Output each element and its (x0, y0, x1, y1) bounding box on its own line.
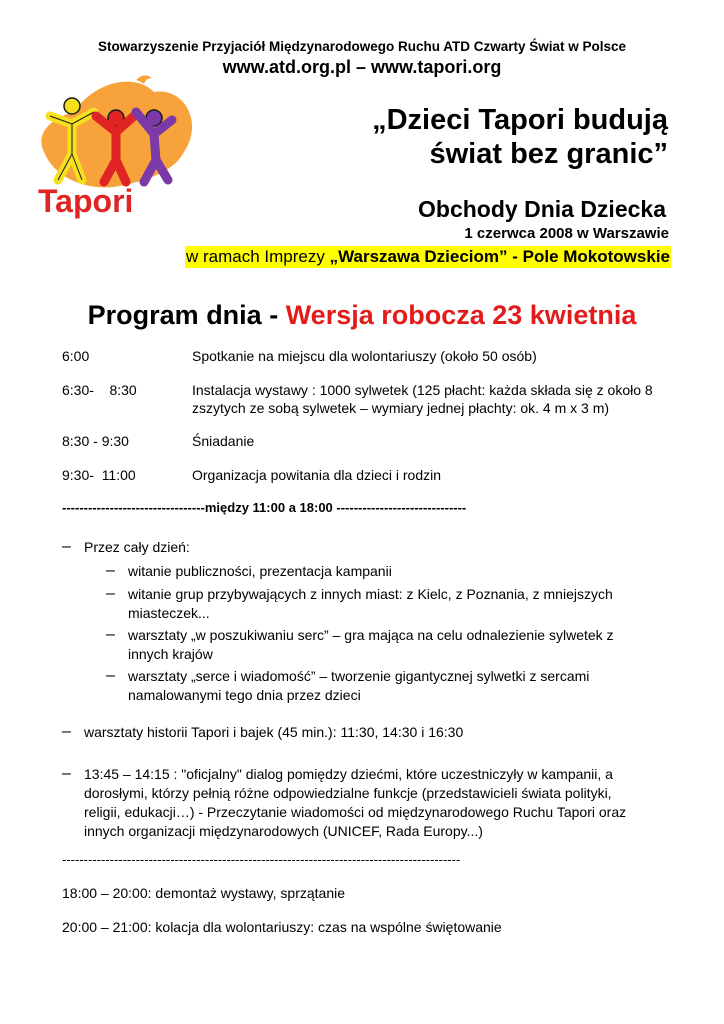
heading-red: Wersja robocza 23 kwietnia (285, 300, 637, 330)
all-day-item-line: warsztaty „serce i wiadomość” – tworzenie gigantycznej sylwetki z sercami (128, 668, 590, 684)
divider-line: -------------------------------------------------------------------------------------------- (62, 852, 461, 867)
all-day-item-line: witanie grup przybywających z innych miast: z Kielc, z Poznania, z mniejszych (128, 586, 613, 602)
all-day-item (128, 585, 613, 623)
list-item (106, 562, 686, 582)
all-day-item: witanie publiczności, prezentacja kampanii (128, 563, 392, 579)
schedule-time: 6:30- 8:30 (62, 382, 137, 398)
organization-name: Stowarzyszenie Przyjaciół Międzynarodowego Ruchu ATD Czwarty Świat w Polsce (97, 39, 627, 54)
dash-bullet: – (106, 585, 115, 602)
all-day-item (128, 667, 589, 705)
framing-bold: „Warszawa Dzieciom” - Pole Mokotowskie (329, 247, 670, 266)
all-day-item-line: innych krajów (128, 646, 213, 662)
event-framing (185, 246, 671, 268)
schedule-time: 6:00 (62, 348, 90, 364)
schedule-time: 9:30- 11:00 (62, 467, 136, 483)
dash-bullet: – (106, 562, 115, 579)
dash-bullet: – (62, 723, 71, 740)
websites: www.atd.org.pl – www.tapori.org (222, 57, 502, 77)
list-item (106, 667, 686, 707)
dialog-line: dorosłymi, którzy pełnią różne odpowiedzialne funkcje (przedstawicieli świata polityki, (84, 785, 612, 801)
campaign-title-line2: świat bez granic” (429, 138, 668, 170)
evening-item: 18:00 – 20:00: demontaż wystawy, sprzątanie (62, 885, 346, 901)
tapori-logo (34, 72, 204, 222)
evening-item: 20:00 – 21:00: kolacja dla wolontariuszy: czas na wspólne świętowanie (62, 919, 502, 935)
all-day-item (128, 626, 614, 664)
event-name: Obchody Dnia Dziecka (418, 196, 666, 222)
dash-bullet: – (106, 667, 115, 684)
workshops-item: warsztaty historii Tapori i bajek (45 min.): 11:30, 14:30 i 16:30 (84, 724, 464, 740)
list-item (62, 765, 702, 845)
schedule-desc: Spotkanie na miejscu dla wolontariuszy (około 50 osób) (192, 348, 537, 364)
list-item (62, 723, 682, 743)
all-day-item-line: warsztaty „w poszukiwaniu serc” – gra mająca na celu odnalezienie sylwetek z (128, 627, 614, 643)
all-day-item-line: miasteczek... (128, 605, 210, 621)
dash-bullet: – (62, 538, 71, 555)
dash-bullet: – (62, 765, 71, 782)
list-item (106, 585, 686, 625)
heading-black: Program dnia - (87, 300, 286, 330)
campaign-title-line1: „Dzieci Tapori budują (372, 104, 668, 136)
campaign-title (372, 103, 668, 171)
all-day-item-line: namalowanymi tego dnia przez dzieci (128, 687, 361, 703)
program-heading (0, 300, 724, 331)
schedule-desc: Organizacja powitania dla dzieci i rodzin (192, 467, 442, 483)
schedule-desc: Śniadanie (192, 433, 255, 449)
event-date: 1 czerwca 2008 w Warszawie (464, 225, 669, 242)
dialog-line: religii, edukacji…) - Przeczytanie wiadomości od międzynarodowego Ruchu Tapori oraz (84, 804, 627, 820)
svg-text:Tapori: Tapori (38, 183, 134, 219)
dialog-line: 13:45 – 14:15 : "oficjalny" dialog pomiędzy dziećmi, które uczestniczyły w kampanii, a (84, 766, 613, 782)
midday-separator: ---------------------------------między 11:00 a 18:00 ------------------------------ (62, 500, 467, 515)
schedule-desc: Instalacja wystawy : 1000 sylwetek (125 płacht: każda składa się z około 8 zszytych ze sobą sylwetek – wymiary jednej płachty: ok. 4 m x 3 m) (192, 382, 653, 416)
list-item (62, 538, 682, 558)
framing-prefix: w ramach Imprezy (186, 247, 330, 266)
dialog-line: innych organizacji międzynarodowych (UNICEF, Rada Europy...) (84, 823, 483, 839)
dash-bullet: – (106, 626, 115, 643)
schedule-time: 8:30 - 9:30 (62, 433, 129, 449)
all-day-label: Przez cały dzień: (84, 539, 190, 555)
list-item (106, 626, 686, 666)
dialog-item (84, 765, 626, 841)
